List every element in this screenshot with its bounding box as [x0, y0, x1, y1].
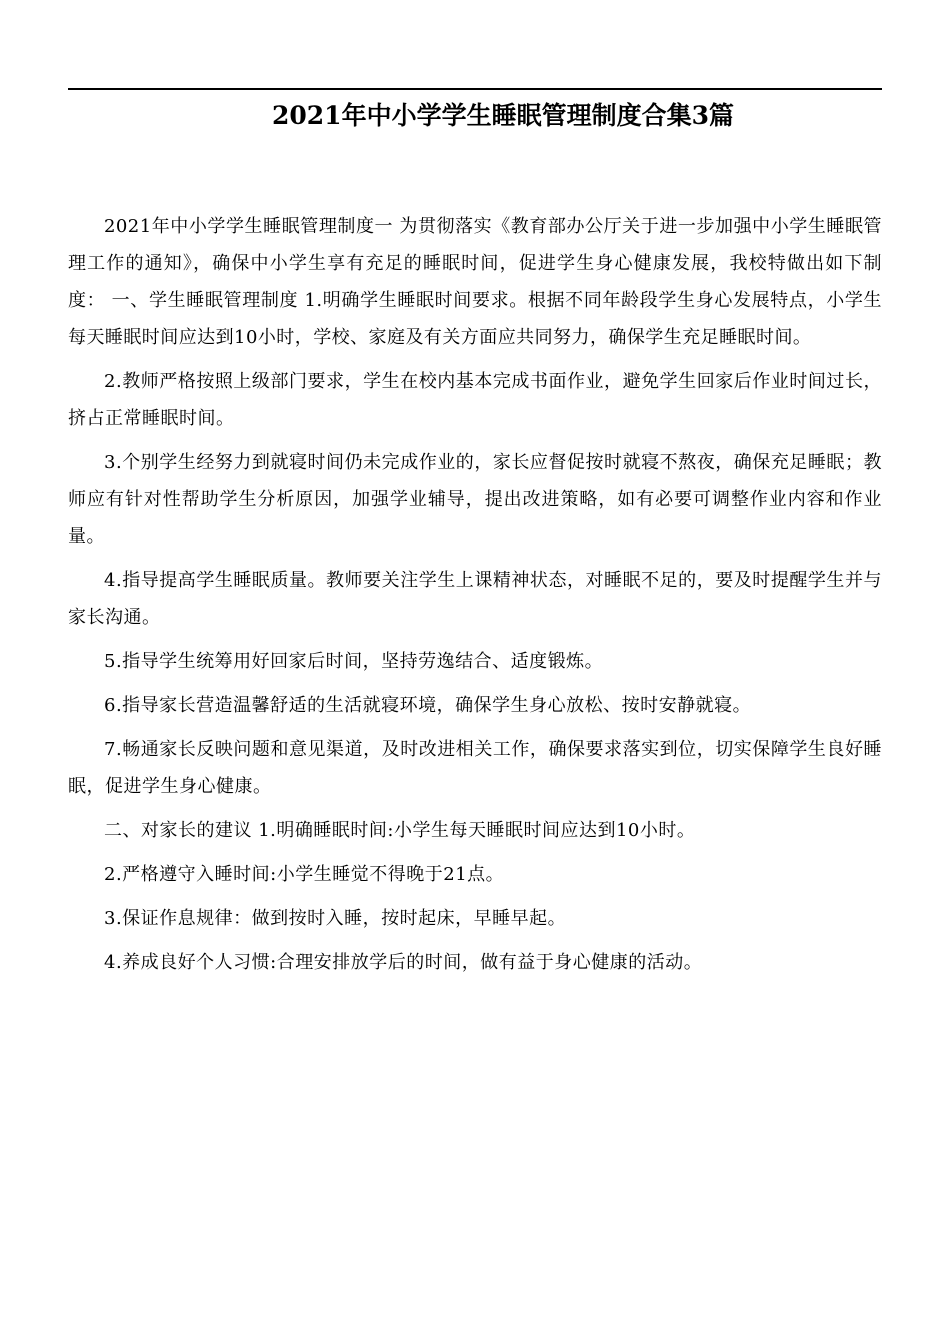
paragraph-10: 3.保证作息规律：做到按时入睡，按时起床，早睡早起。: [104, 908, 567, 929]
document-title: [68, 98, 882, 134]
paragraph-8: 二、对家长的建议 1.明确睡眠时间:小学生每天睡眠时间应达到10小时。: [104, 820, 696, 841]
paragraph-11: 4.养成良好个人习惯:合理安排放学后的时间，做有益于身心健康的活动。: [104, 952, 703, 973]
paragraph-2: 2.教师严格按照上级部门要求，学生在校内基本完成书面作业，避免学生回家后作业时间过长，挤占正常睡眠时间。: [68, 371, 882, 429]
header-rule: [68, 88, 882, 90]
paragraph-6: 6.指导家长营造温馨舒适的生活就寝环境，确保学生身心放松、按时安静就寝。: [104, 695, 752, 716]
paragraph-9: 2.严格遵守入睡时间:小学生睡觉不得晚于21点。: [104, 864, 505, 885]
paragraph-7: 7.畅通家长反映问题和意见渠道，及时改进相关工作，确保要求落实到位，切实保障学生良好睡眠，促进学生身心健康。: [68, 739, 882, 797]
paragraph-4: 4.指导提高学生睡眠质量。教师要关注学生上课精神状态，对睡眠不足的，要及时提醒学生并与家长沟通。: [68, 570, 882, 628]
paragraph-1: 2021年中小学学生睡眠管理制度一 为贯彻落实《教育部办公厅关于进一步加强中小学生睡眠管理工作的通知》，确保中小学生享有充足的睡眠时间，促进学生身心健康发展，我校特做出如下制度： 一、学生睡眠管理制度 1.明确学生睡眠时间要求。根据不同年龄段学生身心发展特点，小学生每天睡眠时间应达到10小时，学校、家庭及有关方面应共同努力，确保学生充足睡眠时间。: [68, 216, 882, 348]
paragraph-3: 3.个别学生经努力到就寝时间仍未完成作业的，家长应督促按时就寝不熬夜，确保充足睡眠；教师应有针对性帮助学生分析原因，加强学业辅导，提出改进策略，如有必要可调整作业内容和作业量。: [68, 452, 882, 547]
document-title-text: 2021年中小学学生睡眠管理制度合集3篇: [272, 101, 734, 130]
paragraph-5: 5.指导学生统筹用好回家后时间，坚持劳逸结合、适度锻炼。: [104, 651, 604, 672]
document-body: [68, 208, 882, 988]
